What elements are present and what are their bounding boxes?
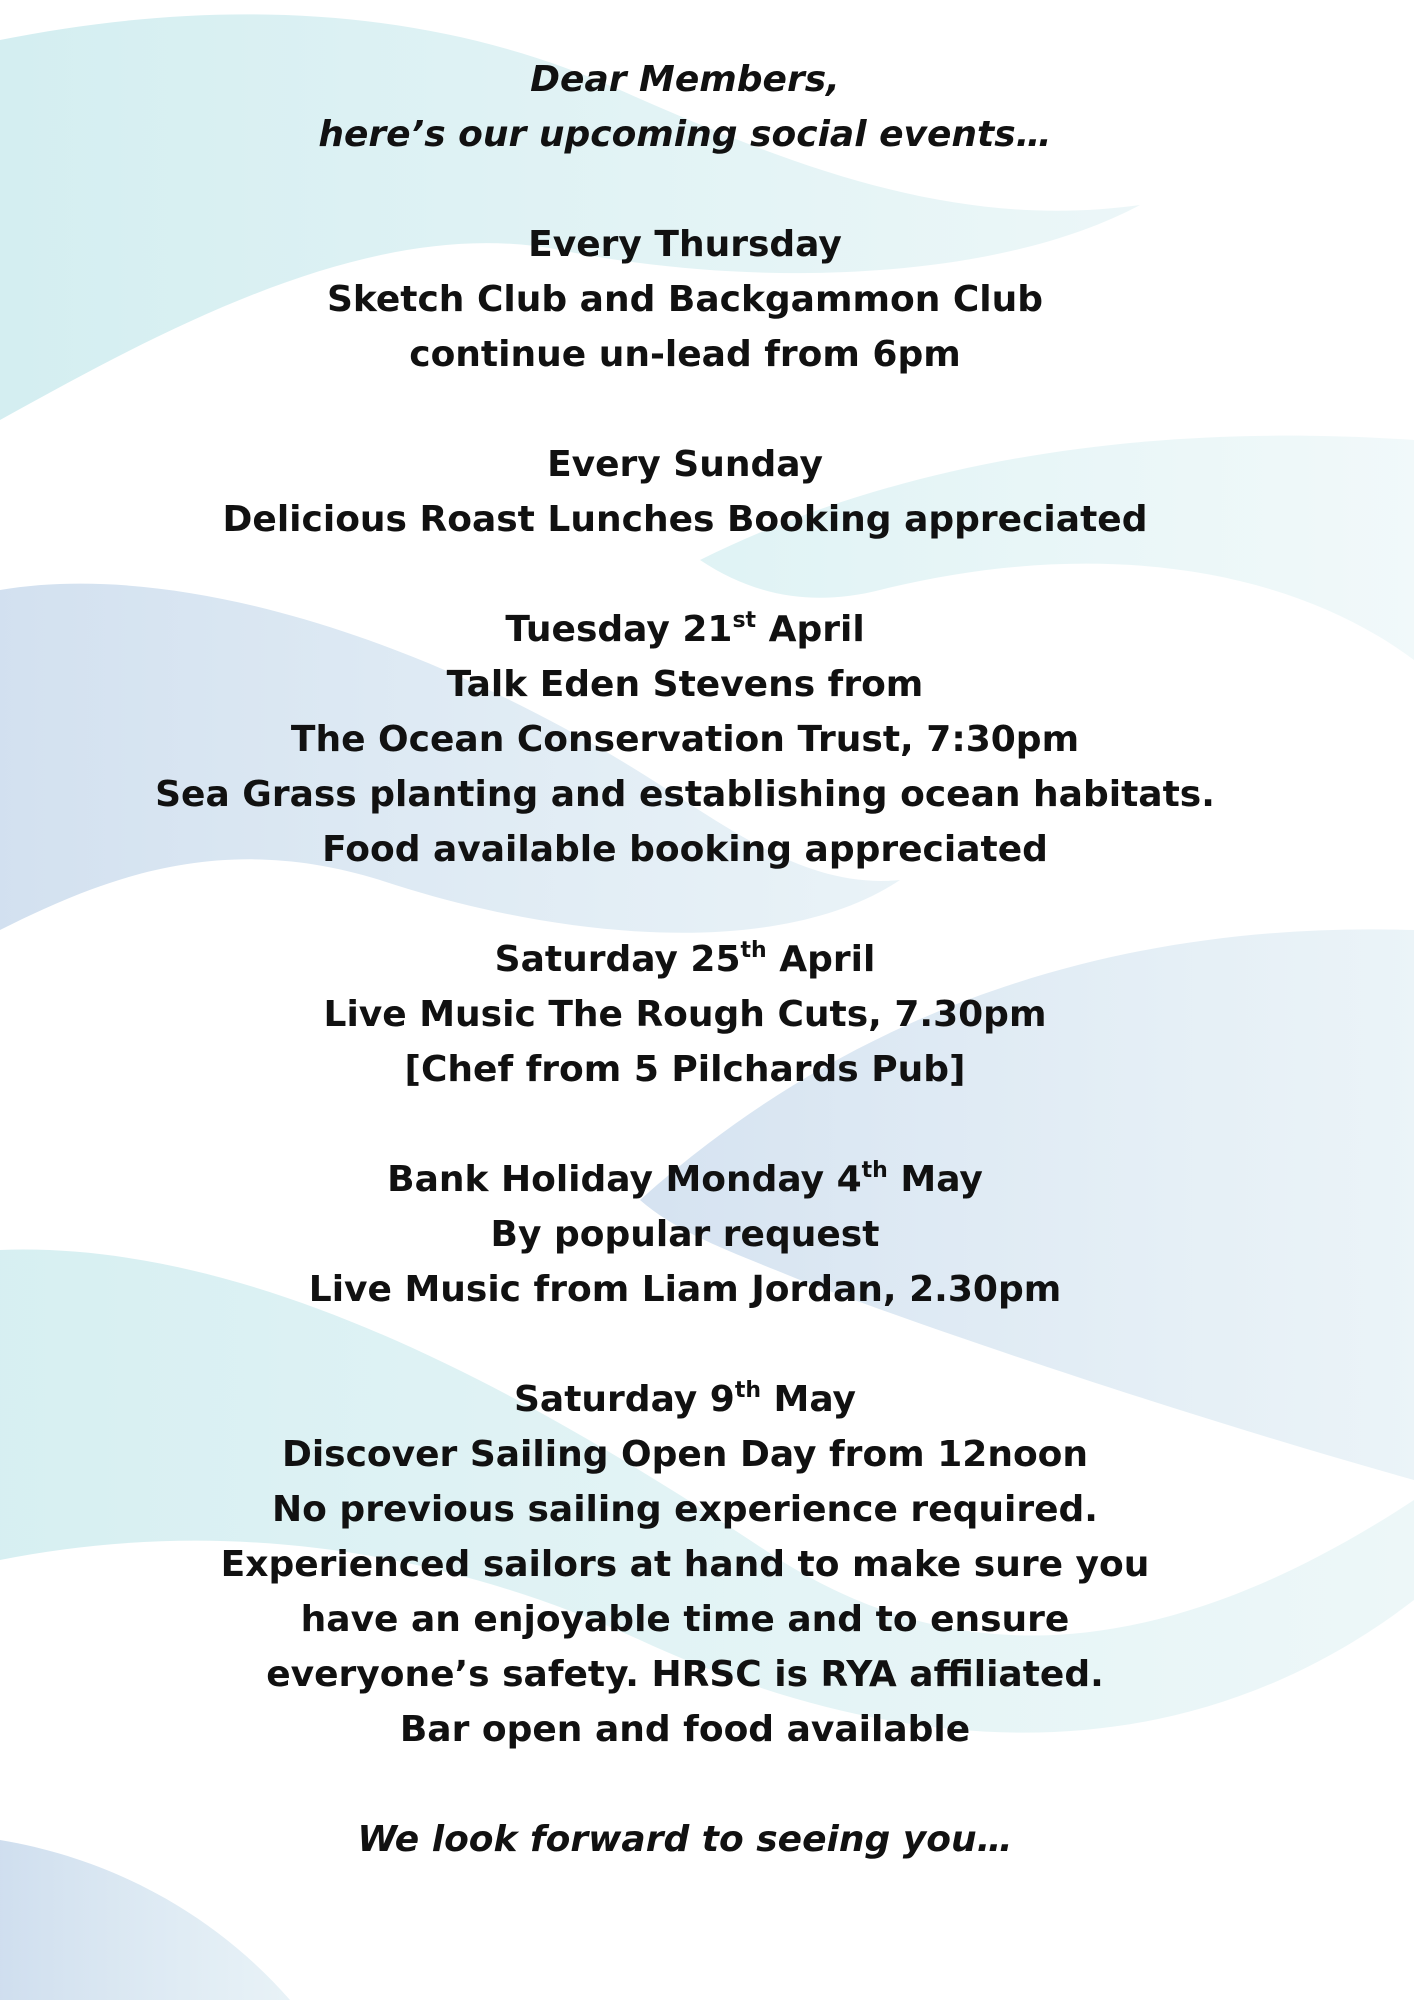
events-newsletter [0, 52, 1370, 1867]
event-heading: Bank Holiday Monday 4th May [387, 1158, 983, 1200]
event-heading: Saturday 25th April [494, 938, 876, 980]
event-saturday-25-april [0, 932, 1370, 1097]
event-line: everyone’s safety. HRSC is RYA affiliated. [266, 1654, 1104, 1695]
event-saturday-9-may [0, 1372, 1370, 1757]
event-line: Talk Eden Stevens from [446, 664, 924, 705]
event-line: Live Music from Liam Jordan, 2.30pm [308, 1269, 1062, 1310]
event-heading: Tuesday 21st April [505, 608, 865, 650]
event-line: have an enjoyable time and to ensure [300, 1599, 1070, 1640]
outro [0, 1812, 1370, 1867]
event-sunday [0, 437, 1370, 547]
event-line: [Chef from 5 Pilchards Pub] [404, 1049, 966, 1090]
event-bank-holiday-4-may [0, 1152, 1370, 1317]
event-line: By popular request [490, 1214, 880, 1255]
greeting: Dear Members, [530, 59, 840, 100]
event-line: The Ocean Conservation Trust, 7:30pm [290, 719, 1080, 760]
event-line: Bar open and food available [399, 1709, 971, 1750]
event-line: Food available booking appreciated [322, 829, 1048, 870]
event-line: Experienced sailors at hand to make sure you [220, 1544, 1150, 1585]
closing-line: We look forward to seeing you… [357, 1819, 1013, 1860]
event-line: Sea Grass planting and establishing ocean habitats. [155, 774, 1215, 815]
event-heading: Every Sunday [547, 444, 823, 485]
event-line: Delicious Roast Lunches Booking appreciated [222, 499, 1148, 540]
event-thursday [0, 217, 1370, 382]
event-heading: Saturday 9th May [513, 1378, 857, 1420]
event-line: Sketch Club and Backgammon Club [326, 279, 1044, 320]
event-tuesday-21-april [0, 602, 1370, 877]
event-line: continue un-lead from 6pm [409, 334, 961, 375]
event-line: Discover Sailing Open Day from 12noon [281, 1434, 1089, 1475]
event-line: No previous sailing experience required. [272, 1489, 1098, 1530]
intro [0, 52, 1370, 162]
event-heading: Every Thursday [528, 224, 842, 265]
event-line: Live Music The Rough Cuts, 7.30pm [323, 994, 1047, 1035]
intro-subtitle: here’s our upcoming social events… [318, 114, 1052, 155]
